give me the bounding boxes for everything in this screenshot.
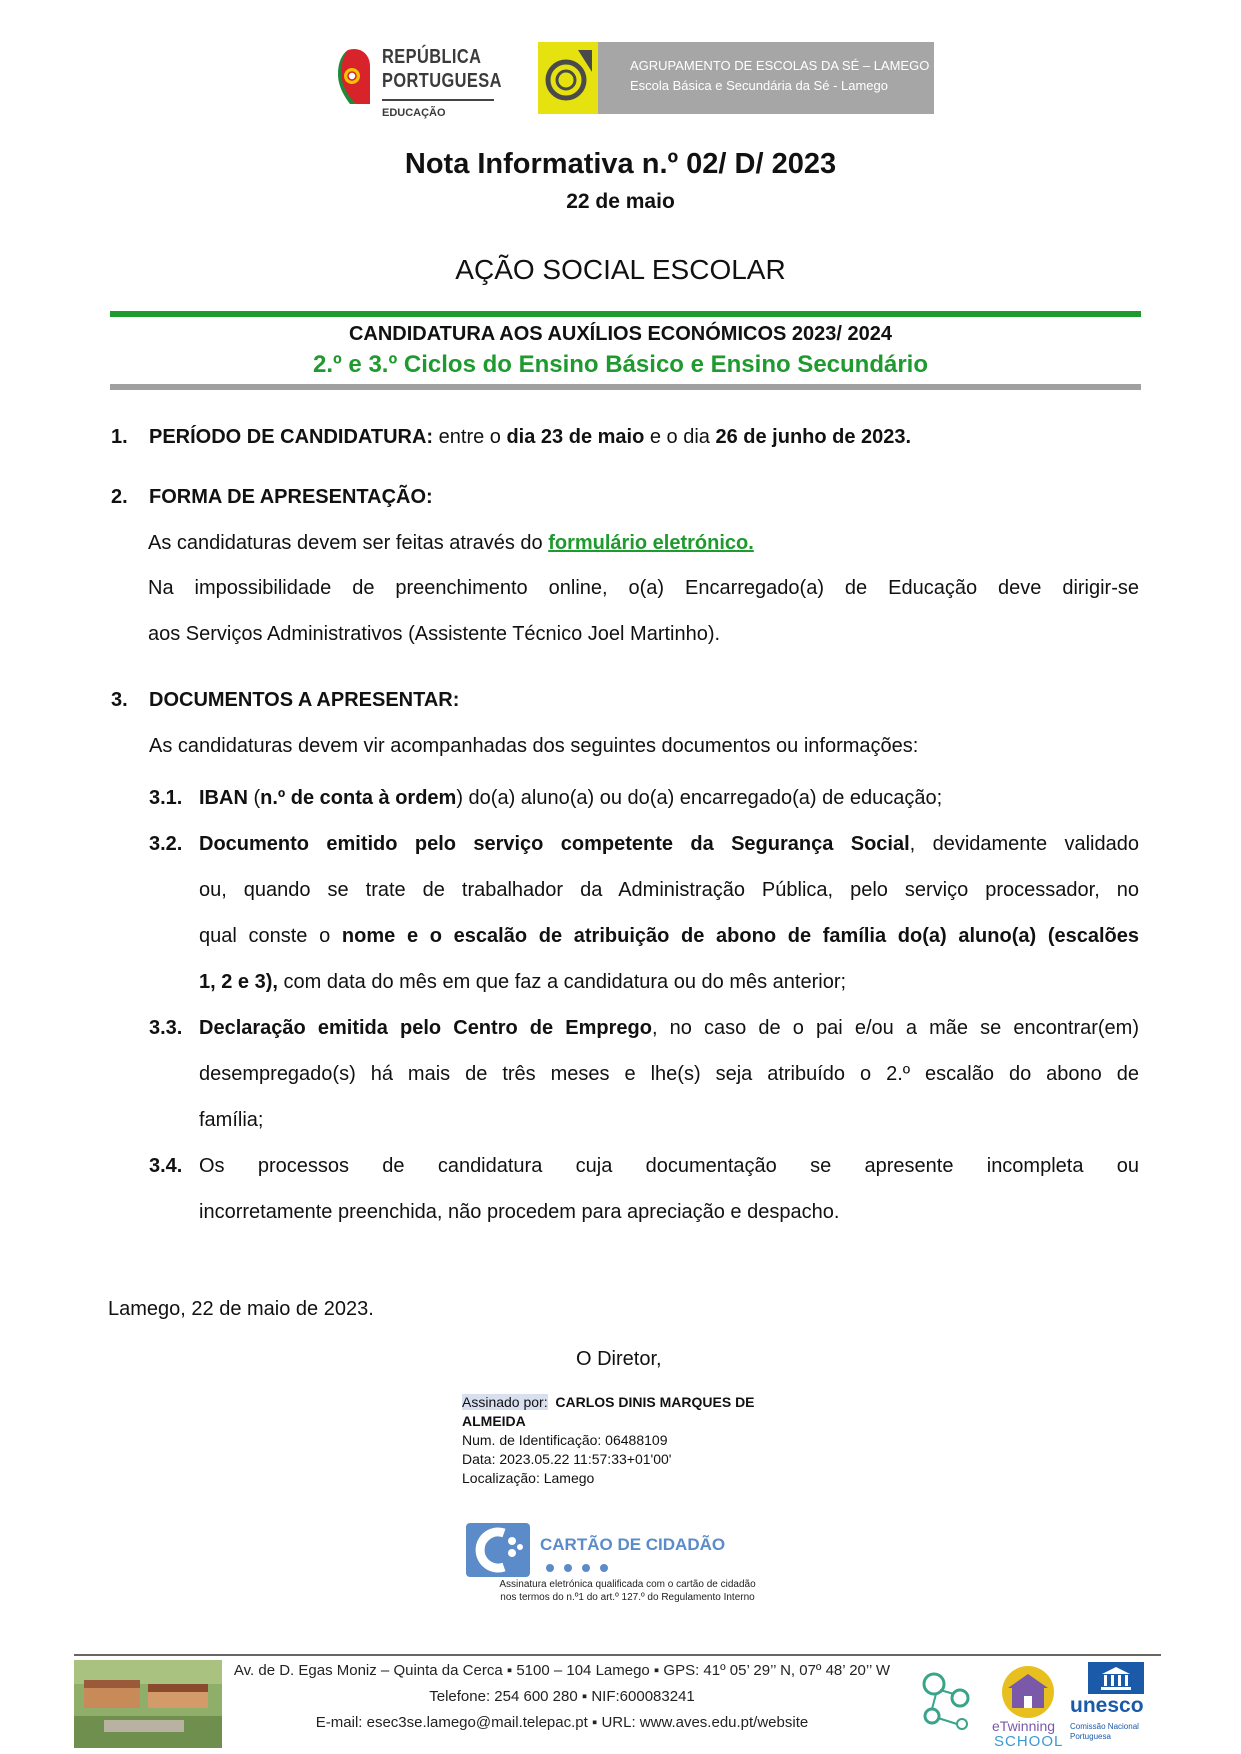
- rp-logo-line1: REPÚBLICA: [382, 46, 482, 68]
- application-title: CANDIDATURA AOS AUXÍLIOS ECONÓMICOS 2023/ 2024: [348, 323, 893, 345]
- item2-line1: [199, 833, 1139, 856]
- cartao-cidadao-title: CARTÃO DE CIDADÃO: [540, 1535, 726, 1554]
- electronic-form-link[interactable]: formulário eletrónico.: [548, 532, 754, 554]
- item1-text-b: ) do(a) aluno(a) ou do(a) encarregado(a) de educação;: [456, 787, 943, 809]
- autonomy-network-icon: [910, 1664, 982, 1744]
- footer-partner-logos: [910, 1658, 1170, 1752]
- item2-line1-text: , devidamente validado: [909, 833, 1139, 855]
- closing-place-date: Lamego, 22 de maio de 2023.: [108, 1298, 374, 1320]
- item2-line3-text: qual conste o: [199, 925, 342, 947]
- item3-number: 3.3.: [149, 1017, 183, 1039]
- item2-line2: ou, quando se trate de trabalhador da Administração Pública, pelo serviço processador, no: [199, 879, 1139, 901]
- unesco-label: unesco: [1070, 1694, 1144, 1717]
- item3-line1-bold: Declaração emitida pelo Centro de Emprego: [199, 1017, 652, 1039]
- item3-line2: desempregado(s) há mais de três meses e lhe(s) seja atribuído o 2.º escalão do abono de: [199, 1063, 1139, 1085]
- item2-line4-bold: 1, 2 e 3),: [199, 971, 278, 993]
- cc-note-line2: nos termos do n.º1 do art.º 127.º do Regulamento Interno: [500, 1592, 755, 1603]
- etwinning-label: eTwinning: [992, 1718, 1056, 1734]
- note-number-title: Nota Informativa n.º 02/ D/ 2023: [404, 148, 837, 180]
- section3-number: 3.: [111, 689, 128, 711]
- item3-line3: família;: [199, 1109, 264, 1131]
- grey-divider: [110, 384, 1141, 390]
- footer-contact: E-mail: esec3se.lamego@mail.telepac.pt ▪ URL: www.aves.edu.pt/website: [315, 1714, 809, 1731]
- unesco-temple-icon: [1088, 1662, 1144, 1694]
- cartao-cidadao-emblem: [466, 1523, 530, 1577]
- signature-id: Num. de Identificação: 06488109: [462, 1432, 668, 1448]
- agrupamento-name: AGRUPAMENTO DE ESCOLAS DA SÉ – LAMEGO: [630, 58, 930, 73]
- section1-text-a: entre o: [433, 426, 507, 448]
- signed-by-label: Assinado por:: [462, 1394, 548, 1410]
- agrupamento-school: Escola Básica e Secundária da Sé - Lamego: [630, 78, 888, 93]
- section2-heading: FORMA DE APRESENTAÇÃO:: [149, 486, 433, 508]
- item1-iban: IBAN: [199, 787, 248, 809]
- section1-end-date: 26 de junho de 2023.: [715, 426, 912, 448]
- footer-address: Av. de D. Egas Moniz – Quinta da Cerca ▪ 5100 – 104 Lamego ▪ GPS: 41º 05’ 29’’ N, 07º 48’ 20’’ W: [233, 1662, 891, 1679]
- section2-paragraph-line2: aos Serviços Administrativos (Assistente Técnico Joel Martinho).: [148, 623, 721, 645]
- item3-line1-text: , no caso de o pai e/ou a mãe se encontrar(em): [651, 1017, 1139, 1039]
- section1-start-date: dia 23 de maio: [506, 426, 645, 448]
- unesco-sub2: Portuguesa: [1070, 1732, 1111, 1741]
- item2-line3: [199, 925, 1139, 948]
- footer-phone: Telefone: 254 600 280 ▪ NIF:600083241: [429, 1688, 695, 1705]
- rp-logo-line2: PORTUGUESA: [382, 70, 502, 92]
- item4-number: 3.4.: [149, 1155, 183, 1177]
- signature-date: Data: 2023.05.22 11:57:33+01'00': [462, 1451, 672, 1467]
- item1-account: n.º de conta à ordem: [260, 787, 457, 809]
- section1-number: 1.: [111, 426, 128, 448]
- chip-icon: [466, 1523, 530, 1577]
- section2-number: 2.: [111, 486, 128, 508]
- agrupamento-logo: [538, 42, 934, 114]
- section3-heading: DOCUMENTOS A APRESENTAR:: [149, 689, 460, 711]
- unesco-sub1: Comissão Nacional: [1070, 1722, 1139, 1731]
- item4-line1: Os processos de candidatura cuja documentação se apresente incompleta ou: [199, 1155, 1139, 1177]
- cycles-subtitle: 2.º e 3.º Ciclos do Ensino Básico e Ensino Secundário: [312, 351, 929, 378]
- section1-heading: PERÍODO DE CANDIDATURA:: [149, 426, 434, 448]
- item1-line: [199, 787, 942, 810]
- rp-logo-rule: [382, 99, 494, 101]
- dots-icon: [544, 1561, 624, 1575]
- section3-intro: As candidaturas devem vir acompanhadas dos seguintes documentos ou informações:: [149, 735, 919, 757]
- closing-role: O Diretor,: [576, 1348, 662, 1370]
- item4-line2: incorretamente preenchida, não procedem para apreciação e despacho.: [199, 1201, 840, 1223]
- item2-number: 3.2.: [149, 833, 183, 855]
- digital-signature: [462, 1393, 802, 1488]
- etwinning-school-label: SCHOOL: [994, 1733, 1064, 1750]
- item2-line4: [199, 971, 846, 994]
- republica-portuguesa-logo: [338, 44, 508, 130]
- etwinning-school-icon: [990, 1664, 1066, 1720]
- item2-line4-text: com data do mês em que faz a candidatura ou do mês anterior;: [277, 971, 847, 993]
- section1-text-b: e o dia: [644, 426, 716, 448]
- section1-line: [149, 426, 911, 449]
- cc-note-line1: Assinatura eletrónica qualificada com o cartão de cidadão: [499, 1579, 756, 1590]
- item2-line3-bold: nome e o escalão de atribuição de abono de família do(a) aluno(a) (escalões: [341, 925, 1139, 947]
- item2-line1-bold: Documento emitido pelo serviço competente da Segurança Social: [199, 833, 910, 855]
- signature-location: Localização: Lamego: [462, 1470, 595, 1486]
- footer-divider: [74, 1654, 1161, 1656]
- signer-name-part2: ALMEIDA: [462, 1413, 526, 1429]
- agrupamento-circle-icon: [538, 42, 598, 114]
- section2-line1: [148, 532, 754, 555]
- section2-paragraph-line1: Na impossibilidade de preenchimento online, o(a) Encarregado(a) de Educação deve dirigir-se: [148, 577, 1139, 599]
- rp-logo-line3: EDUCAÇÃO: [382, 107, 446, 119]
- section2-line1-prefix: As candidaturas devem ser feitas através do: [148, 532, 549, 554]
- item1-number: 3.1.: [149, 787, 183, 809]
- school-photo-icon: [74, 1660, 222, 1748]
- signature-name-line1: [462, 1393, 802, 1412]
- green-divider: [110, 311, 1141, 317]
- note-date: 22 de maio: [566, 190, 675, 213]
- agrupamento-emblem: [538, 42, 598, 114]
- item1-text-a: (: [247, 787, 261, 809]
- subject-title: AÇÃO SOCIAL ESCOLAR: [455, 254, 786, 285]
- item3-line1: [199, 1017, 1139, 1040]
- signer-name-part1: CARLOS DINIS MARQUES DE: [555, 1394, 755, 1410]
- portugal-flag-icon: [338, 46, 372, 108]
